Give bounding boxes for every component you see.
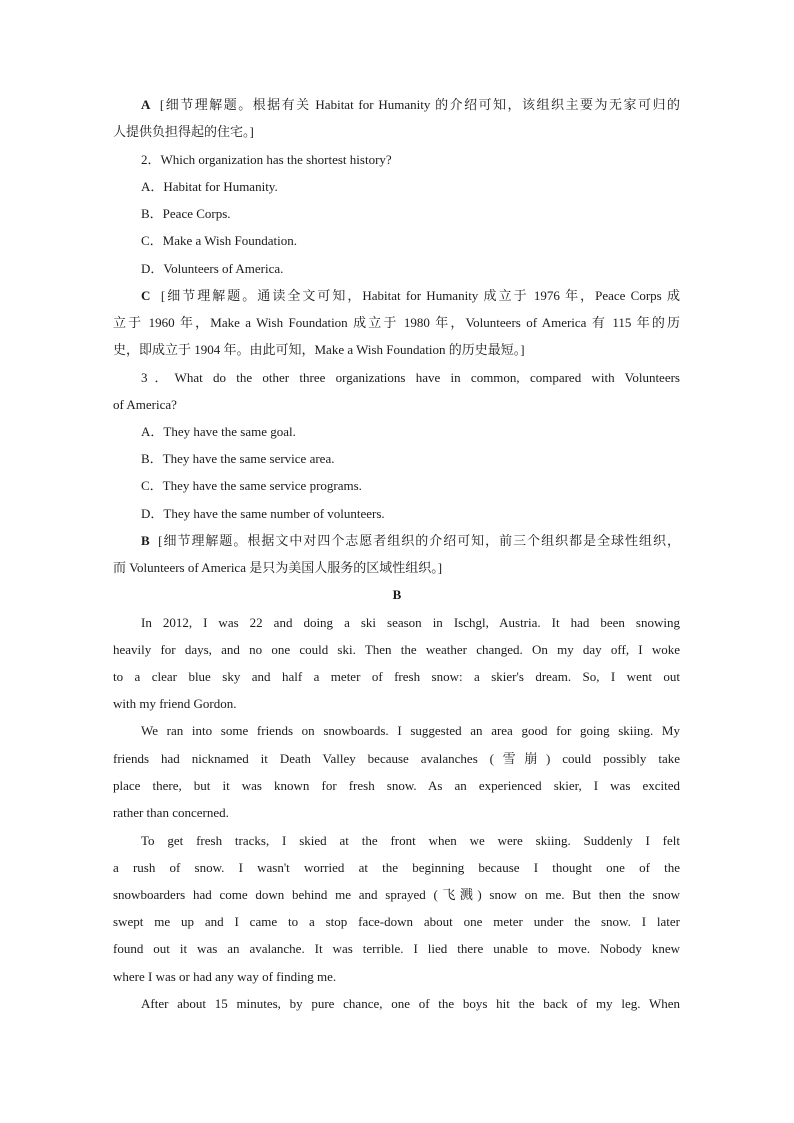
paragraph-3-line-5: found out it was an avalanche. It was terrible. I lied there unable to move. Nobody knew (113, 941, 680, 956)
q2-answer-letter: C (141, 288, 151, 303)
q3-stem-line-2: of America? (113, 397, 177, 412)
paragraph-3-line-1: To get fresh tracks, I skied at the front when we were skiing. Suddenly I felt (141, 833, 680, 848)
q2-option-c: C．Make a Wish Foundation. (141, 233, 297, 248)
q1-answer-line-2: 人提供负担得起的住宅。] (113, 124, 254, 139)
q2-option-d: D．Volunteers of America. (141, 261, 284, 276)
q2-answer-text: [细节理解题。通读全文可知，Habitat for Humanity 成立于 1976 年，Peace Corps 成 (160, 288, 681, 303)
q2-answer-line-3: 史，即成立于 1904 年。由此可知，Make a Wish Foundation 的历史最短。] (113, 342, 525, 357)
q2-option-b: B．Peace Corps. (141, 206, 231, 221)
paragraph-1-line-2: heavily for days, and no one could ski. Then the weather changed. On my day off, I woke (113, 642, 680, 657)
paragraph-1-line-3: to a clear blue sky and half a meter of fresh snow: a skier's dream. So, I went out (113, 669, 680, 684)
section-heading: B (392, 587, 402, 602)
q2-option-a: A．Habitat for Humanity. (141, 179, 278, 194)
paragraph-4-line-1: After about 15 minutes, by pure chance, one of the boys hit the back of my leg. When (141, 996, 680, 1011)
q1-answer-letter: A (141, 97, 151, 112)
q3-option-a: A．They have the same goal. (141, 424, 296, 439)
q3-answer-line-1 (141, 533, 680, 549)
q3-answer-line-2: 而 Volunteers of America 是只为美国人服务的区域性组织。] (113, 560, 443, 575)
q2-answer-line-1 (141, 288, 680, 304)
paragraph-3-line-3: snowboarders had come down behind me and sprayed (飞溅) snow on me. But then the snow (113, 887, 680, 902)
q3-answer-letter: B (141, 533, 150, 548)
paragraph-3-line-6: where I was or had any way of finding me. (113, 969, 337, 984)
paragraph-1-line-4: with my friend Gordon. (113, 696, 237, 711)
q3-option-b: B．They have the same service area. (141, 451, 335, 466)
q1-answer-text: [细节理解题。根据有关 Habitat for Humanity 的介绍可知，该组织主要为无家可归的 (159, 97, 681, 112)
q3-stem-line-1: 3．What do the other three organizations have in common, compared with Volunteers (141, 370, 680, 385)
paragraph-2-line-4: rather than concerned. (113, 805, 229, 820)
q2-answer-line-2: 立于 1960 年，Make a Wish Foundation 成立于 1980 年，Volunteers of America 有 115 年的历 (113, 315, 680, 330)
q3-option-c: C．They have the same service programs. (141, 478, 362, 493)
paragraph-2-line-2: friends had nicknamed it Death Valley because avalanches (雪崩) could possibly take (113, 751, 680, 766)
q3-answer-text: [细节理解题。根据文中对四个志愿者组织的介绍可知，前三个组织都是全球性组织， (158, 533, 680, 548)
paragraph-3-line-4: swept me up and I came to a stop face-down about one meter under the snow. I later (113, 914, 680, 929)
q3-option-d: D．They have the same number of volunteers. (141, 506, 385, 521)
paragraph-1-line-1: In 2012, I was 22 and doing a ski season in Ischgl, Austria. It had been snowing (141, 615, 680, 630)
q1-answer-line-1 (141, 97, 680, 113)
paragraph-2-line-3: place there, but it was known for fresh snow. As an experienced skier, I was excited (113, 778, 680, 793)
q2-stem: 2．Which organization has the shortest history? (141, 152, 392, 167)
paragraph-3-line-2: a rush of snow. I wasn't worried at the beginning because I thought one of the (113, 860, 680, 875)
paragraph-2-line-1: We ran into some friends on snowboards. I suggested an area good for going skiing. My (141, 723, 680, 738)
